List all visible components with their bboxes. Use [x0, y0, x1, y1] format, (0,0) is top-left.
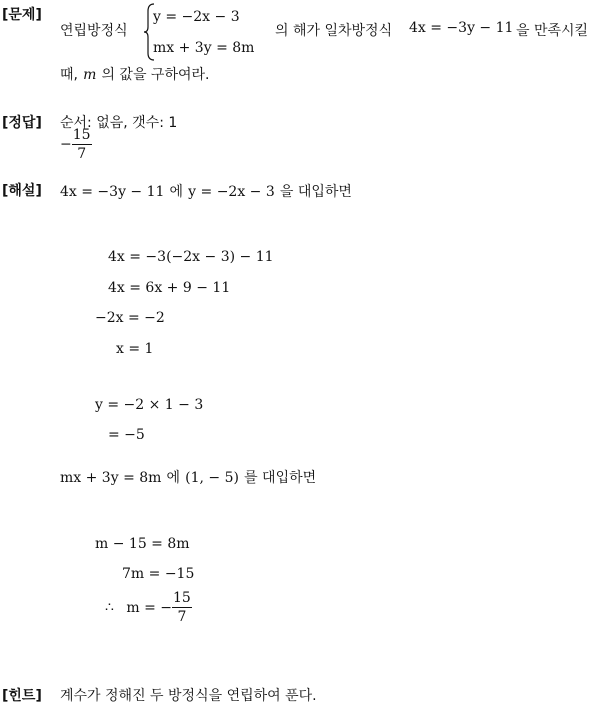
problem-tag: [문제] [2, 7, 42, 23]
solution-step: 4x = −3(−2x − 3) − 11 [108, 249, 274, 265]
solution-intro2-mid: 에 [166, 470, 181, 486]
system-equation-2: mx + 3y = 8m [153, 40, 255, 56]
problem-line2-b: 의 값을 구하여라. [101, 67, 210, 83]
problem-line2-m: m [83, 67, 97, 83]
answer-sign: − [60, 136, 72, 153]
solution-intro2-end: 를 대입하면 [244, 470, 317, 486]
problem-line2-a: 때, [60, 67, 78, 83]
solution-final-lhs: m = − [126, 599, 173, 616]
answer-meta: 순서: 없음, 갯수: 1 [60, 115, 178, 131]
problem-tail: 을 만족시킬 [516, 23, 589, 39]
solution-final-numerator: 15 [173, 590, 191, 606]
answer-numerator: 15 [72, 127, 91, 143]
solution-final [105, 591, 192, 624]
solution-step: x = 1 [116, 341, 154, 357]
problem-line-2 [60, 64, 209, 84]
problem-middle: 의 해가 일차방정식 [275, 23, 393, 39]
solution-intro-end: 을 대입하면 [279, 184, 352, 200]
solution-intro2-point: (1, − 5) [185, 470, 239, 486]
therefore-symbol: ∴ [105, 599, 114, 616]
solution-step: 4x = 6x + 9 − 11 [108, 280, 231, 296]
solution-intro-mid: 에 [169, 184, 184, 200]
solution-step: y = −2 × 1 − 3 [95, 397, 204, 413]
problem-lead: 연립방정식 [60, 23, 128, 39]
solution-intro-2 [60, 467, 316, 487]
solution-intro2-eq: mx + 3y = 8m [60, 470, 162, 486]
solution-step: −2x = −2 [95, 310, 165, 326]
answer-tag: [정답] [2, 115, 42, 131]
solution-step: m − 15 = 8m [95, 536, 190, 552]
solution-final-denominator: 7 [177, 609, 187, 625]
system-equation-1: y = −2x − 3 [153, 9, 240, 25]
answer-denominator: 7 [77, 146, 87, 162]
solution-intro-eq: 4x = −3y − 11 [60, 184, 165, 200]
hint-text: 계수가 정해진 두 방정식을 연립하여 푼다. [60, 688, 317, 704]
solution-intro [60, 181, 352, 201]
problem-linear-equation: 4x = −3y − 11 [409, 20, 514, 36]
solution-step: 7m = −15 [122, 566, 195, 582]
solution-tag: [해설] [2, 183, 42, 199]
hint-tag: [힌트] [2, 688, 42, 704]
answer-value [60, 128, 92, 161]
solution-step: = −5 [108, 427, 145, 443]
solution-intro-sub: y = −2x − 3 [188, 184, 275, 200]
